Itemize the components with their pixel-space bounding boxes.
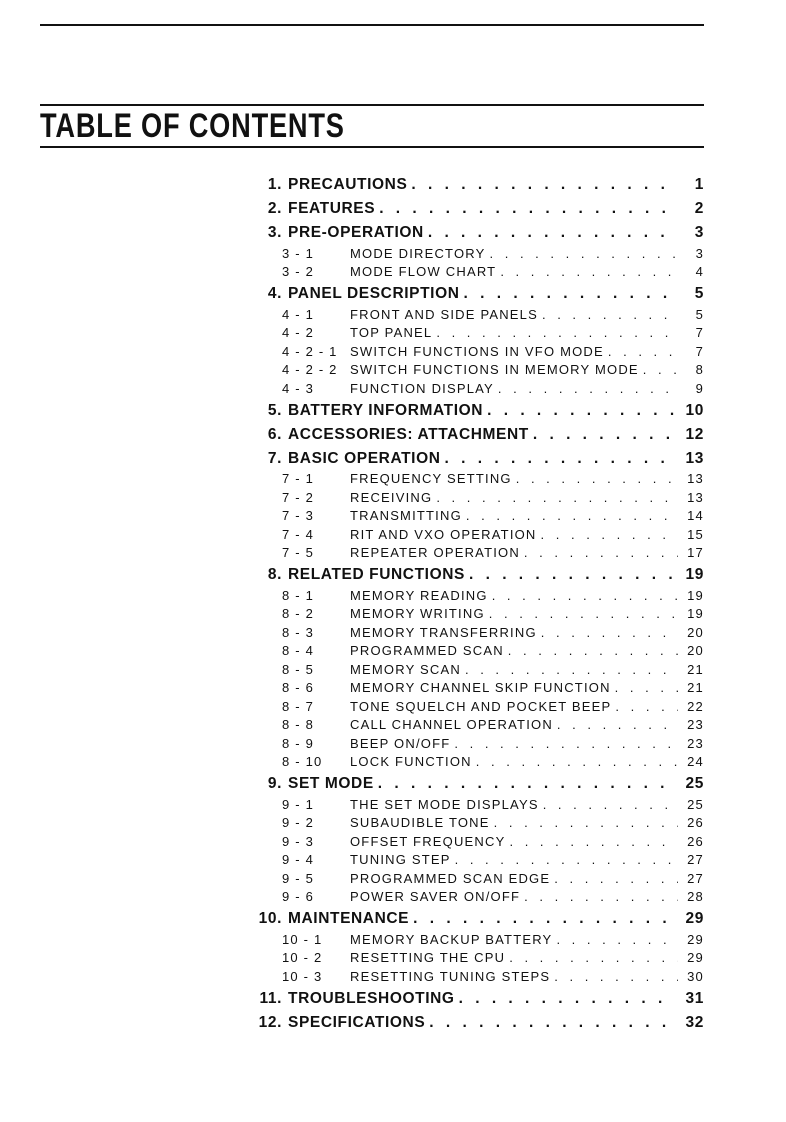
toc-subsection (248, 640, 704, 659)
section-number: 10. (258, 910, 282, 927)
section-title: PANEL DESCRIPTION (288, 285, 460, 302)
dot-leader (464, 285, 674, 303)
dot-leader (413, 910, 674, 928)
toc-subsection (248, 322, 704, 341)
section-number: 1. (267, 176, 282, 193)
subsection-number: 4 - 2 (282, 325, 315, 340)
toc-subsection (248, 793, 704, 812)
page-title: TABLE OF CONTENTS (40, 107, 345, 145)
toc-subsection (248, 603, 704, 622)
section-number: 7. (267, 449, 282, 467)
subsection-page-number: 15 (687, 526, 704, 542)
subsection-title: SWITCH FUNCTIONS IN MEMORY MODE (350, 362, 639, 377)
subsection-page-number: 27 (687, 870, 704, 886)
subsection-page-number: 29 (687, 931, 704, 947)
subsection-title: MEMORY SCAN (350, 661, 461, 677)
dot-leader (542, 307, 678, 322)
dot-leader (429, 1014, 674, 1032)
dot-leader (508, 643, 678, 658)
section-number: 2. (267, 200, 282, 217)
subsection-title: REPEATER OPERATION (350, 545, 520, 560)
section-number: 4. (267, 285, 282, 302)
subsection-number: 8 - 10 (282, 754, 323, 769)
subsection-number: 8 - 2 (282, 606, 315, 621)
dot-leader (615, 699, 678, 714)
subsection-page-number: 21 (687, 680, 704, 695)
dot-leader (476, 754, 678, 769)
toc-subsection (248, 584, 704, 603)
toc-subsection (248, 377, 704, 396)
section-page-number: 31 (685, 989, 704, 1007)
dot-leader (469, 566, 674, 584)
subsection-page-number: 5 (695, 306, 704, 322)
subsection-number: 8 - 8 (282, 717, 315, 732)
section-title: SPECIFICATIONS (288, 1013, 426, 1031)
section-title: RELATED FUNCTIONS (288, 566, 465, 583)
subsection-title: OFFSET FREQUENCY (350, 833, 506, 849)
section-page-number: 13 (685, 449, 704, 467)
subsection-title: POWER SAVER ON/OFF (350, 889, 521, 904)
subsection-page-number: 8 (695, 362, 704, 377)
dot-leader (436, 325, 678, 340)
heading-rule-bottom (40, 146, 704, 148)
subsection-title: MODE FLOW CHART (350, 264, 497, 279)
dot-leader (490, 246, 678, 261)
subsection-title: PROGRAMMED SCAN (350, 643, 504, 658)
dot-leader (492, 588, 678, 603)
subsection-title: TONE SQUELCH AND POCKET BEEP (350, 698, 612, 714)
section-page-number: 3 (694, 224, 704, 241)
subsection-page-number: 26 (687, 833, 704, 849)
subsection-page-number: 9 (695, 380, 704, 396)
section-page-number: 32 (685, 1013, 704, 1031)
dot-leader (541, 527, 678, 542)
toc-subsection (248, 928, 704, 947)
subsection-title: MEMORY BACKUP BATTERY (350, 931, 553, 947)
section-page-number: 5 (694, 285, 704, 302)
dot-leader (509, 950, 678, 965)
section-number: 6. (267, 425, 282, 443)
subsection-page-number: 14 (687, 508, 704, 523)
dot-leader (500, 264, 678, 279)
toc-subsection (248, 886, 704, 905)
toc-subsection (248, 965, 704, 984)
dot-leader (554, 871, 678, 886)
toc-section (248, 1008, 704, 1032)
subsection-page-number: 7 (695, 325, 704, 340)
subsection-title: RIT AND VXO OPERATION (350, 526, 537, 542)
section-page-number: 19 (685, 566, 704, 583)
toc-section (248, 560, 704, 584)
subsection-page-number: 20 (687, 624, 704, 640)
subsection-page-number: 26 (687, 815, 704, 830)
toc-subsection (248, 505, 704, 524)
dot-leader (557, 717, 678, 732)
subsection-page-number: 21 (687, 661, 704, 677)
dot-leader (454, 736, 678, 751)
subsection-page-number: 27 (687, 852, 704, 867)
subsection-title: TRANSMITTING (350, 508, 462, 523)
subsection-title: MEMORY TRANSFERRING (350, 624, 537, 640)
subsection-title: MEMORY CHANNEL SKIP FUNCTION (350, 680, 611, 695)
dot-leader (498, 381, 678, 396)
subsection-number: 7 - 2 (282, 489, 315, 505)
table-of-contents (248, 170, 704, 1032)
section-title: ACCESSORIES: ATTACHMENT (288, 425, 529, 443)
section-page-number: 29 (685, 910, 704, 927)
subsection-number: 10 - 1 (282, 931, 323, 947)
section-title: PRE-OPERATION (288, 224, 424, 241)
toc-subsection (248, 849, 704, 868)
toc-subsection (248, 468, 704, 487)
toc-subsection (248, 303, 704, 322)
dot-leader (487, 402, 674, 420)
subsection-title: SWITCH FUNCTIONS IN VFO MODE (350, 343, 604, 359)
subsection-title: LOCK FUNCTION (350, 754, 472, 769)
subsection-number: 8 - 7 (282, 698, 315, 714)
subsection-number: 10 - 2 (282, 950, 323, 965)
subsection-title: FRONT AND SIDE PANELS (350, 306, 538, 322)
section-title: BATTERY INFORMATION (288, 401, 484, 419)
section-page-number: 12 (685, 425, 704, 443)
toc-subsection (248, 732, 704, 751)
toc-subsection (248, 714, 704, 733)
subsection-page-number: 3 (695, 245, 704, 261)
dot-leader (379, 200, 674, 218)
subsection-number: 4 - 3 (282, 380, 315, 396)
toc-subsection (248, 947, 704, 966)
subsection-title: TUNING STEP (350, 852, 451, 867)
dot-leader (541, 625, 678, 640)
toc-subsection (248, 621, 704, 640)
subsection-page-number: 24 (687, 754, 704, 769)
subsection-page-number: 23 (687, 735, 704, 751)
dot-leader (428, 224, 674, 242)
dot-leader (459, 990, 674, 1008)
subsection-page-number: 19 (687, 587, 704, 603)
subsection-number: 8 - 3 (282, 624, 315, 640)
dot-leader (524, 545, 678, 560)
section-page-number: 25 (685, 775, 704, 792)
toc-subsection (248, 812, 704, 831)
subsection-number: 7 - 3 (282, 508, 315, 523)
section-number: 9. (267, 775, 282, 792)
subsection-number: 9 - 6 (282, 889, 315, 904)
toc-section (248, 396, 704, 420)
subsection-page-number: 4 (695, 264, 704, 279)
subsection-number: 7 - 4 (282, 526, 315, 542)
subsection-number: 7 - 5 (282, 545, 315, 560)
toc-subsection (248, 695, 704, 714)
dot-leader (554, 969, 678, 984)
subsection-title: BEEP ON/OFF (350, 735, 451, 751)
subsection-page-number: 20 (687, 643, 704, 658)
subsection-number: 9 - 1 (282, 796, 315, 812)
subsection-page-number: 30 (687, 968, 704, 984)
subsection-number: 9 - 2 (282, 815, 315, 830)
subsection-page-number: 29 (687, 950, 704, 965)
toc-section (248, 769, 704, 793)
subsection-title: MEMORY READING (350, 587, 488, 603)
toc-section (248, 218, 704, 242)
toc-subsection (248, 751, 704, 770)
dot-leader (643, 362, 678, 377)
section-page-number: 2 (694, 200, 704, 217)
toc-section (248, 194, 704, 218)
subsection-page-number: 25 (687, 796, 704, 812)
dot-leader (509, 834, 678, 849)
toc-subsection (248, 340, 704, 359)
section-title: SET MODE (288, 775, 374, 792)
toc-section (248, 170, 704, 194)
subsection-number: 4 - 1 (282, 306, 315, 322)
subsection-title: MEMORY WRITING (350, 606, 485, 621)
subsection-page-number: 7 (695, 343, 704, 359)
section-number: 5. (267, 401, 282, 419)
subsection-number: 3 - 2 (282, 264, 315, 279)
dot-leader (466, 508, 678, 523)
section-title: BASIC OPERATION (288, 449, 441, 467)
section-number: 8. (267, 566, 282, 583)
toc-subsection (248, 523, 704, 542)
subsection-number: 9 - 3 (282, 833, 315, 849)
subsection-page-number: 22 (687, 698, 704, 714)
subsection-number: 8 - 4 (282, 643, 315, 658)
subsection-page-number: 19 (687, 606, 704, 621)
subsection-page-number: 28 (687, 889, 704, 904)
section-title: MAINTENANCE (288, 910, 410, 927)
subsection-number: 4 - 2 - 2 (282, 362, 338, 377)
toc-subsection (248, 830, 704, 849)
subsection-number: 8 - 6 (282, 680, 315, 695)
dot-leader (489, 606, 678, 621)
subsection-number: 8 - 5 (282, 661, 315, 677)
subsection-number: 7 - 1 (282, 471, 315, 486)
section-number: 3. (267, 224, 282, 241)
dot-leader (378, 775, 674, 793)
subsection-page-number: 13 (687, 471, 704, 486)
subsection-title: TOP PANEL (350, 325, 433, 340)
subsection-number: 3 - 1 (282, 245, 315, 261)
section-number: 11. (259, 989, 282, 1007)
subsection-title: RECEIVING (350, 489, 433, 505)
subsection-page-number: 17 (687, 545, 704, 560)
dot-leader (556, 932, 678, 947)
toc-subsection (248, 867, 704, 886)
toc-subsection (248, 677, 704, 696)
subsection-title: CALL CHANNEL OPERATION (350, 717, 553, 732)
dot-leader (533, 426, 674, 444)
subsection-number: 9 - 4 (282, 852, 315, 867)
dot-leader (516, 471, 678, 486)
top-rule (40, 24, 704, 26)
toc-subsection (248, 658, 704, 677)
section-title: PRECAUTIONS (288, 176, 408, 193)
dot-leader (411, 176, 674, 194)
subsection-title: THE SET MODE DISPLAYS (350, 796, 539, 812)
subsection-number: 8 - 9 (282, 735, 315, 751)
toc-subsection (248, 261, 704, 280)
subsection-page-number: 13 (687, 489, 704, 505)
section-page-number: 10 (685, 401, 704, 419)
subsection-title: FUNCTION DISPLAY (350, 380, 494, 396)
dot-leader (524, 889, 678, 904)
subsection-number: 8 - 1 (282, 587, 315, 603)
dot-leader (436, 490, 678, 505)
dot-leader (543, 797, 678, 812)
subsection-title: RESETTING TUNING STEPS (350, 968, 551, 984)
section-title: TROUBLESHOOTING (288, 989, 455, 1007)
subsection-title: MODE DIRECTORY (350, 245, 486, 261)
dot-leader (445, 450, 674, 468)
subsection-page-number: 23 (687, 717, 704, 732)
dot-leader (615, 680, 678, 695)
subsection-number: 4 - 2 - 1 (282, 343, 338, 359)
section-number: 12. (258, 1013, 282, 1031)
subsection-number: 10 - 3 (282, 968, 323, 984)
toc-section (248, 420, 704, 444)
toc-subsection (248, 242, 704, 261)
toc-subsection (248, 542, 704, 561)
toc-section (248, 984, 704, 1008)
toc-section (248, 904, 704, 928)
subsection-title: FREQUENCY SETTING (350, 471, 512, 486)
subsection-number: 9 - 5 (282, 870, 315, 886)
subsection-title: RESETTING THE CPU (350, 950, 506, 965)
dot-leader (608, 344, 678, 359)
toc-section (248, 444, 704, 468)
dot-leader (455, 852, 678, 867)
subsection-title: PROGRAMMED SCAN EDGE (350, 870, 551, 886)
section-page-number: 1 (694, 176, 704, 193)
subsection-title: SUBAUDIBLE TONE (350, 815, 490, 830)
toc-subsection (248, 359, 704, 378)
dot-leader (465, 662, 678, 677)
dot-leader (494, 815, 678, 830)
toc-subsection (248, 486, 704, 505)
section-title: FEATURES (288, 200, 376, 217)
toc-section (248, 279, 704, 303)
